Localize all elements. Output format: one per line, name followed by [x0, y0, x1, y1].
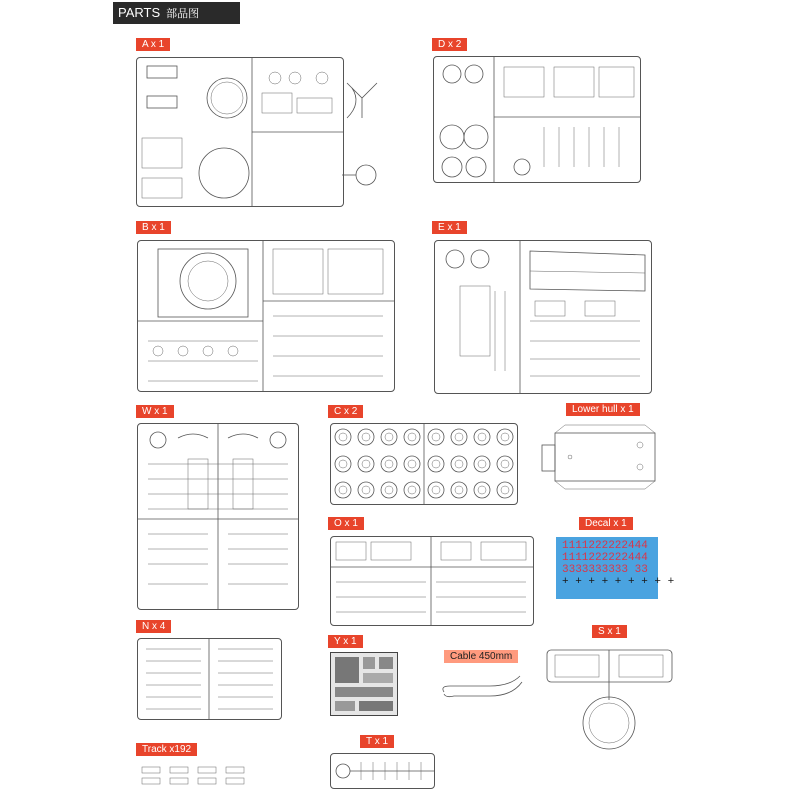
sprue-c-drawing — [330, 423, 518, 505]
sprue-w-parts — [138, 424, 298, 609]
parts-header — [113, 2, 240, 24]
cable-drawing — [440, 670, 525, 700]
sprue-t-drawing — [330, 753, 435, 789]
sprue-a-ring — [342, 160, 382, 190]
lower-hull-drawing — [540, 423, 665, 491]
sprue-d-drawing — [433, 56, 641, 183]
label-sprue-a: A x 1 — [136, 38, 170, 51]
sprue-a-drawing — [136, 57, 344, 207]
label-sprue-d: D x 2 — [432, 38, 467, 51]
label-lower-hull: Lower hull x 1 — [566, 403, 640, 416]
label-sprue-n: N x 4 — [136, 620, 171, 633]
sprue-o-drawing — [330, 536, 534, 626]
decal-row-3: 3333333333 33 — [562, 564, 648, 576]
track-links-drawing — [140, 764, 250, 788]
label-sprue-t: T x 1 — [360, 735, 394, 748]
label-sprue-c: C x 2 — [328, 405, 363, 418]
sprue-a-parts — [137, 58, 343, 206]
header-title: PARTS — [118, 5, 161, 20]
label-sprue-e: E x 1 — [432, 221, 467, 234]
decal-sheet — [556, 537, 675, 599]
sprue-d-parts — [434, 57, 640, 182]
label-sprue-o: O x 1 — [328, 517, 364, 530]
decal-row-2: 1111222222444 — [562, 552, 648, 564]
sprue-w-drawing — [137, 423, 299, 610]
sprue-b-parts — [138, 241, 394, 391]
label-track: Track x192 — [136, 743, 197, 756]
sprue-o-parts — [331, 537, 533, 625]
label-sprue-w: W x 1 — [136, 405, 174, 418]
sprue-a-extra-part — [342, 78, 387, 123]
sprue-n-drawing — [137, 638, 282, 720]
sprue-t-parts — [331, 754, 434, 788]
label-sprue-s: S x 1 — [592, 625, 627, 638]
label-sprue-y: Y x 1 — [328, 635, 363, 648]
sprue-y-parts — [331, 653, 397, 715]
label-sprue-b: B x 1 — [136, 221, 171, 234]
sprue-e-drawing — [434, 240, 652, 394]
sprue-y-drawing — [330, 652, 398, 716]
sprue-e-parts — [435, 241, 651, 393]
header-subtitle: 部品图 — [166, 8, 200, 20]
sprue-s-drawing — [545, 645, 675, 755]
label-cable: Cable 450mm — [444, 650, 518, 663]
decal-row-1: 1111222222444 — [562, 540, 648, 552]
sprue-b-drawing — [137, 240, 395, 392]
sprue-n-parts — [138, 639, 281, 719]
sprue-c-wheels — [331, 424, 517, 504]
decal-row-4: + + + + + + + + + — [562, 576, 675, 588]
label-decal: Decal x 1 — [579, 517, 633, 530]
